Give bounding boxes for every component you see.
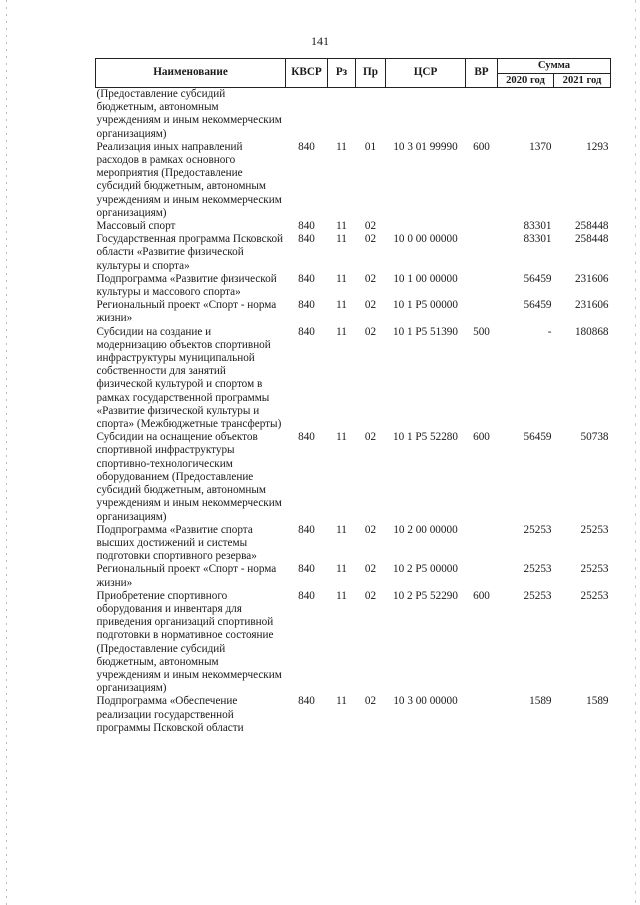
cell-name: Массовый спорт	[96, 220, 176, 233]
cell-name: Подпрограмма «Развитие физической культуры и массового спорта»	[96, 272, 277, 299]
cell-sum-2020: 83301	[523, 233, 552, 246]
cell-pr: 02	[364, 233, 377, 246]
cell-vr: 600	[473, 431, 490, 444]
cell-pr: 02	[364, 523, 377, 536]
cell-pr: 02	[364, 299, 377, 312]
table-row	[96, 590, 611, 696]
cell-vr	[466, 273, 498, 299]
table-row	[96, 88, 611, 141]
table-row	[96, 695, 611, 735]
cell-csr: 10 1 P5 52280	[393, 431, 458, 444]
cell-sum-2021: 25253	[580, 523, 609, 536]
cell-kvsr: 840	[298, 325, 315, 338]
cell-name: Региональный проект «Спорт - норма жизни»	[96, 299, 277, 325]
cell-csr: 10 0 00 00000	[393, 233, 458, 246]
cell-sum-2021: 258448	[574, 233, 609, 246]
header-vr: ВР	[466, 59, 498, 88]
cell-kvsr: 840	[298, 563, 315, 576]
cell-pr: 02	[364, 589, 377, 602]
cell-vr	[466, 563, 498, 589]
table-row	[96, 431, 611, 523]
table-row	[96, 326, 611, 432]
header-sum: Сумма	[498, 59, 611, 74]
scan-edge-right	[635, 0, 636, 905]
cell-sum-2021: 1293	[586, 140, 609, 153]
cell-name: Государственная программа Псковской области «Развитие физической культуры и спорта»	[96, 233, 284, 272]
cell-csr: 10 1 P5 51390	[393, 325, 458, 338]
cell-pr: 02	[364, 325, 377, 338]
cell-vr: 500	[473, 325, 490, 338]
cell-sum-2020: 56459	[523, 299, 552, 312]
cell-pr: 02	[364, 431, 377, 444]
header-name: Наименование	[96, 59, 286, 88]
cell-kvsr: 840	[298, 220, 315, 233]
cell-sum-2021: 25253	[580, 563, 609, 576]
cell-sum-2020: 83301	[523, 220, 552, 233]
cell-sum-2020: 25253	[523, 589, 552, 602]
cell-csr: 10 3 00 00000	[393, 695, 458, 708]
cell-kvsr: 840	[298, 431, 315, 444]
cell-pr: 02	[364, 272, 377, 285]
cell-name: Приобретение спортивного оборудования и инвентаря для приведения организаций спортивной подготовки в нормативное состояние (Предоставление субсидий бюджетным, автономным учреждениям и иным некоммерческим организациям)	[96, 589, 282, 695]
header-kvsr: КВСР	[286, 59, 328, 88]
cell-rz: 11	[336, 272, 347, 285]
cell-csr: 10 2 P5 52290	[393, 589, 458, 602]
cell-name: Подпрограмма «Обеспечение реализации государственной программы Псковской области	[96, 695, 244, 734]
cell-kvsr	[286, 88, 328, 141]
cell-csr: 10 2 00 00000	[393, 523, 458, 536]
page-number: 141	[311, 34, 329, 48]
cell-sum-2021: 25253	[580, 589, 609, 602]
cell-csr: 10 1 P5 00000	[393, 299, 458, 312]
cell-sum-2021: 231606	[574, 272, 609, 285]
cell-pr: 01	[364, 140, 377, 153]
header-rz: Рз	[328, 59, 356, 88]
cell-vr	[466, 695, 498, 735]
cell-rz: 11	[336, 220, 347, 233]
cell-rz: 11	[336, 563, 347, 576]
cell-rz: 11	[336, 695, 347, 708]
budget-table	[95, 58, 611, 735]
cell-sum-2021	[554, 88, 611, 141]
cell-pr: 02	[364, 563, 377, 576]
header-csr: ЦСР	[386, 59, 466, 88]
cell-csr: 10 2 P5 00000	[393, 563, 458, 576]
table-row	[96, 141, 611, 220]
cell-csr: 10 3 01 99990	[393, 140, 458, 153]
cell-sum-2020: 1370	[529, 140, 552, 153]
cell-kvsr: 840	[298, 140, 315, 153]
cell-sum-2020: -	[547, 325, 552, 338]
cell-vr	[466, 88, 498, 141]
cell-sum-2020	[498, 88, 554, 141]
header-year-2021: 2021 год	[554, 73, 611, 88]
cell-name: (Предоставление субсидий бюджетным, автономным учреждениям и иным некоммерческим организациям)	[96, 88, 282, 140]
cell-pr: 02	[364, 220, 377, 233]
cell-sum-2020: 25253	[523, 523, 552, 536]
header-pr: Пр	[356, 59, 386, 88]
cell-sum-2020: 1589	[529, 695, 552, 708]
cell-name: Подпрограмма «Развитие спорта высших достижений и системы подготовки спортивного резерва»	[96, 523, 257, 563]
cell-rz	[328, 88, 356, 141]
table-row	[96, 233, 611, 273]
header-year-2020: 2020 год	[498, 73, 554, 88]
cell-rz: 11	[336, 233, 347, 246]
cell-sum-2021: 180868	[574, 325, 609, 338]
table-row	[96, 563, 611, 589]
cell-kvsr: 840	[298, 272, 315, 285]
cell-csr	[386, 88, 466, 141]
cell-name: Субсидии на оснащение объектов спортивной инфраструктуры спортивно-технологическим оборудованием (Предоставление субсидий бюджетным, автономным учреждениям и иным некоммерческим организациям)	[96, 431, 282, 523]
table-header	[96, 59, 611, 88]
cell-kvsr: 840	[298, 523, 315, 536]
cell-rz: 11	[336, 325, 347, 338]
cell-vr	[466, 524, 498, 564]
cell-vr	[466, 299, 498, 325]
cell-sum-2021: 1589	[586, 695, 609, 708]
table-row	[96, 220, 611, 233]
cell-pr	[356, 88, 386, 141]
cell-kvsr: 840	[298, 589, 315, 602]
cell-name: Региональный проект «Спорт - норма жизни»	[96, 563, 277, 589]
table-body	[96, 88, 611, 735]
cell-pr: 02	[364, 695, 377, 708]
cell-sum-2021: 231606	[574, 299, 609, 312]
cell-sum-2020: 25253	[523, 563, 552, 576]
cell-csr: 10 1 00 00000	[393, 272, 458, 285]
cell-csr	[386, 220, 466, 233]
cell-vr	[466, 233, 498, 273]
cell-kvsr: 840	[298, 695, 315, 708]
cell-vr: 600	[473, 140, 490, 153]
cell-sum-2021: 50738	[580, 431, 609, 444]
cell-rz: 11	[336, 299, 347, 312]
cell-vr: 600	[473, 589, 490, 602]
cell-kvsr: 840	[298, 233, 315, 246]
table-row	[96, 524, 611, 564]
cell-kvsr: 840	[298, 299, 315, 312]
cell-rz: 11	[336, 523, 347, 536]
scan-edge-left	[6, 0, 7, 905]
cell-vr	[466, 220, 498, 233]
cell-rz: 11	[336, 431, 347, 444]
cell-name: Субсидии на создание и модернизацию объектов спортивной инфраструктуры муниципальной собственности для занятий физической культурой и спортом в рамках государственной программы «Развитие физической культуры и спорта» (Межбюджетные трансферты)	[96, 325, 282, 431]
cell-sum-2020: 56459	[523, 431, 552, 444]
cell-rz: 11	[336, 140, 347, 153]
cell-sum-2020: 56459	[523, 272, 552, 285]
cell-sum-2021: 258448	[574, 220, 609, 233]
table-row	[96, 299, 611, 325]
cell-name: Реализация иных направлений расходов в рамках основного мероприятия (Предоставление субсидий бюджетным, автономным учреждениям и иным некоммерческим организациям)	[96, 140, 282, 219]
table-row	[96, 273, 611, 299]
cell-rz: 11	[336, 589, 347, 602]
